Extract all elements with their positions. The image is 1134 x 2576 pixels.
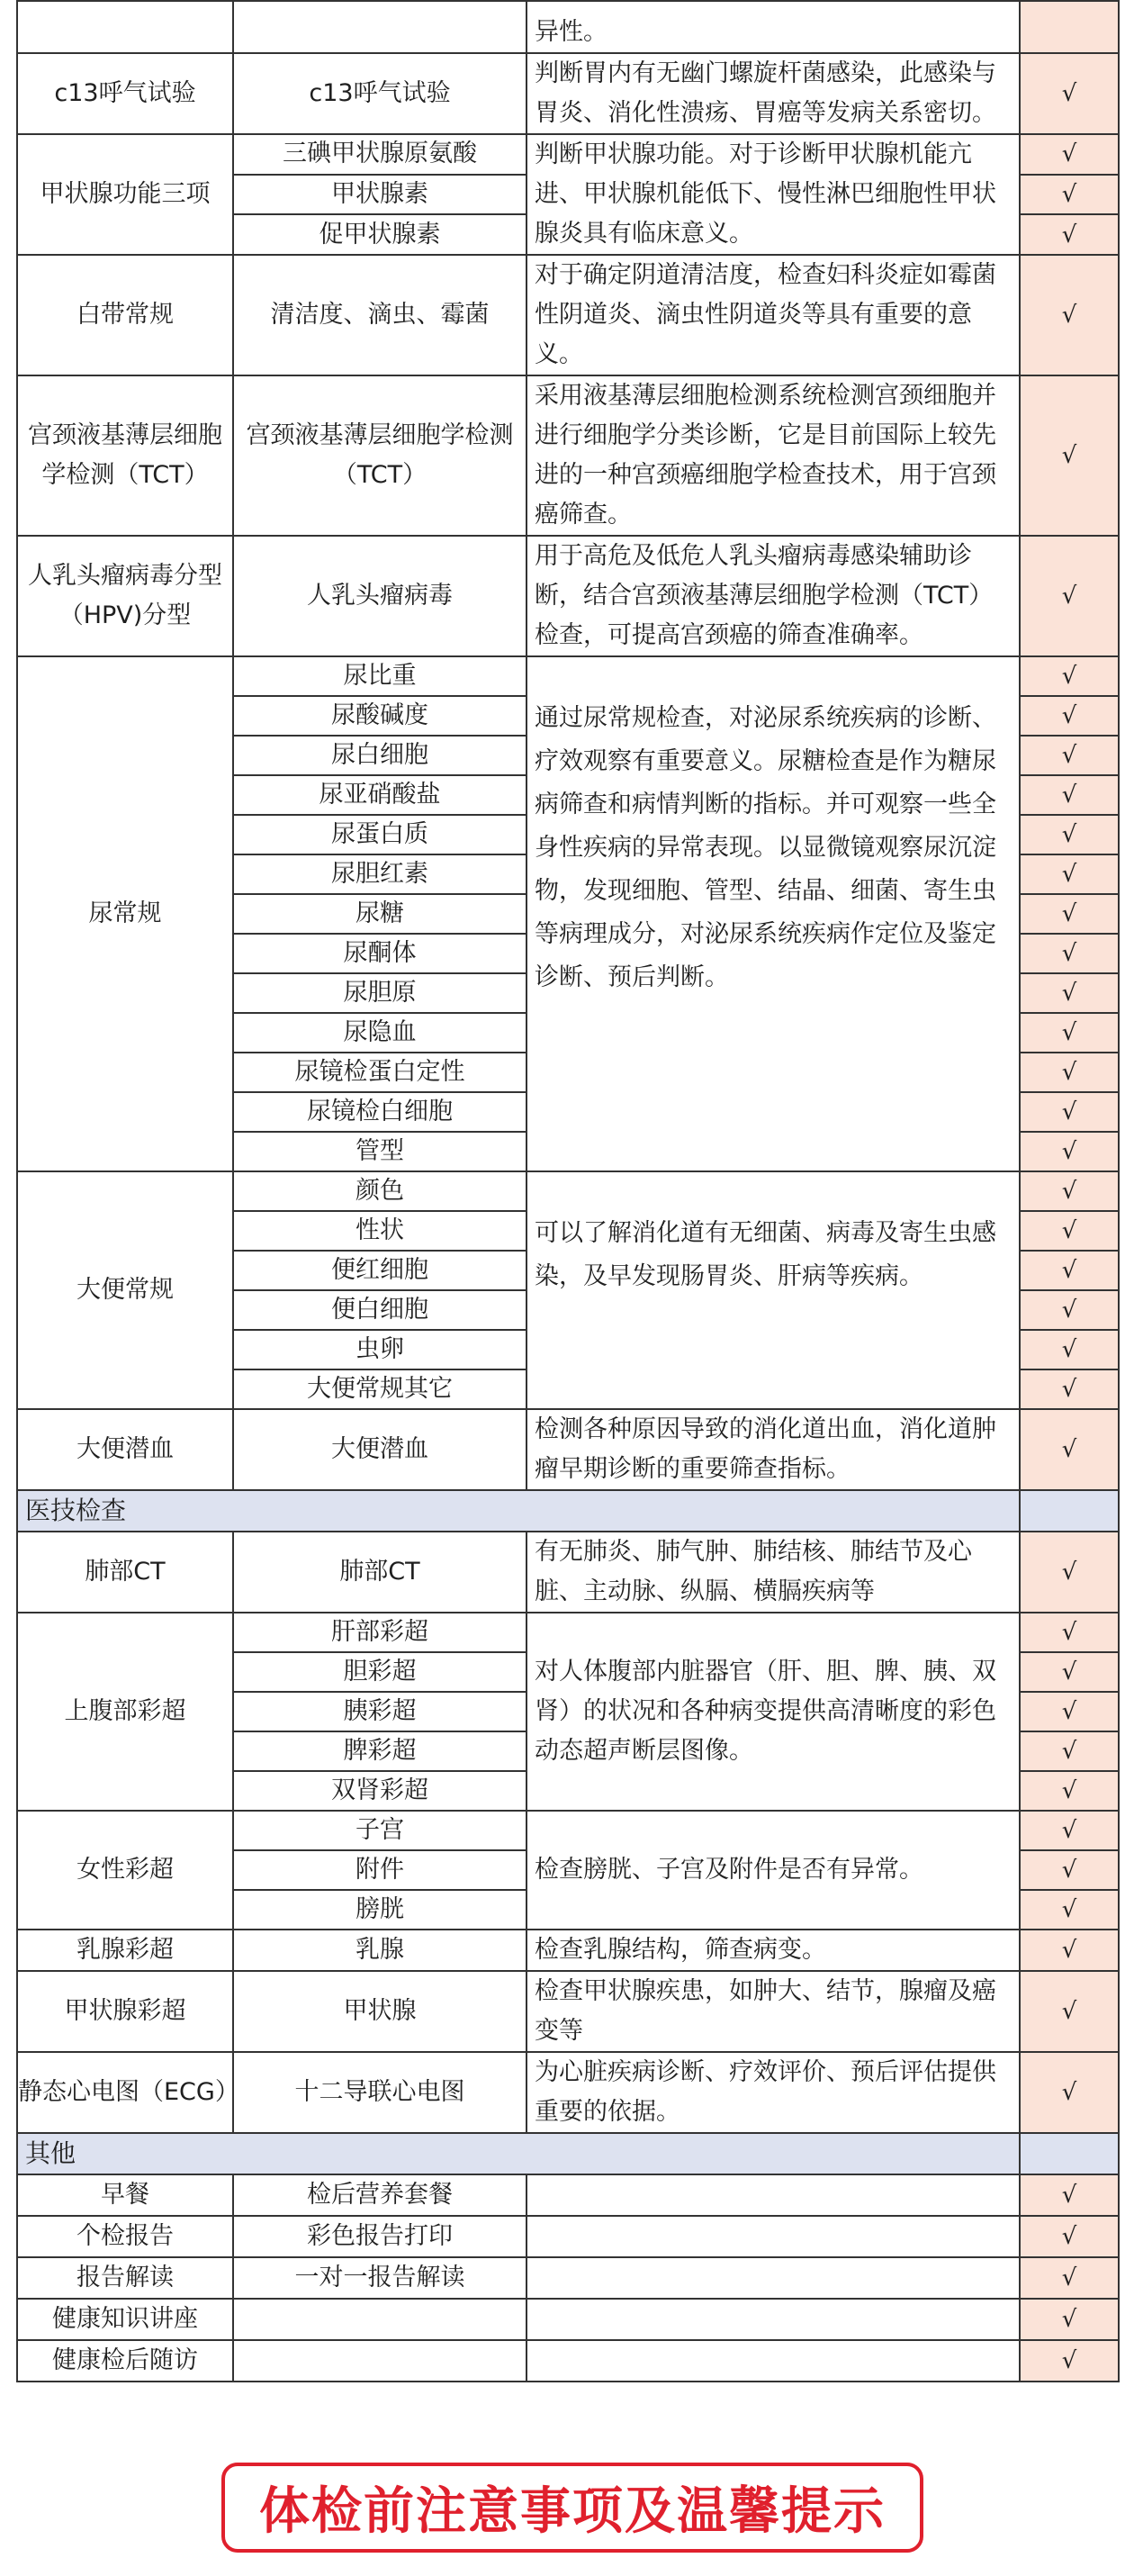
included-check: √ (1020, 1290, 1119, 1330)
item-subitem: 尿隐血 (233, 1013, 526, 1053)
item-subitem: 膀胱 (233, 1890, 526, 1930)
notice-title: 体检前注意事项及温馨提示 (259, 2482, 886, 2541)
partial-description-cell (526, 1, 1020, 53)
item-description: 检测各种原因导致的消化道出血，消化道肿瘤早期诊断的重要筛查指标。 (526, 1409, 1020, 1490)
table-row (17, 1532, 1119, 1613)
included-check: √ (1020, 1731, 1119, 1771)
included-check: √ (1020, 536, 1119, 656)
table-row (17, 53, 1119, 134)
item-subitem: 大便潜血 (233, 1409, 526, 1490)
table-row (17, 1409, 1119, 1490)
item-category: 宫颈液基薄层细胞学检测（TCT） (17, 375, 233, 536)
section-header-check-cell (1020, 1490, 1119, 1532)
table-row (17, 255, 1119, 375)
item-subitem (233, 2340, 526, 2382)
included-check: √ (1020, 736, 1119, 775)
checkup-table-container (16, 0, 1118, 2382)
included-check: √ (1020, 1930, 1119, 1971)
section-header: 其他 (17, 2133, 1020, 2174)
item-subitem: 十二导联心电图 (233, 2052, 526, 2133)
checkup-items-table (16, 0, 1120, 2382)
item-subitem: 清洁度、滴虫、霉菌 (233, 255, 526, 375)
item-category: 甲状腺彩超 (17, 1971, 233, 2052)
partial-subitem-cell (233, 1, 526, 53)
table-row (17, 2340, 1119, 2382)
item-subitem (233, 2299, 526, 2340)
item-category: 白带常规 (17, 255, 233, 375)
item-subitem: 尿镜检白细胞 (233, 1092, 526, 1132)
table-row (17, 1613, 1119, 1652)
included-check: √ (1020, 1613, 1119, 1652)
item-subitem: 便红细胞 (233, 1251, 526, 1290)
item-category: 个检报告 (17, 2216, 233, 2257)
included-check: √ (1020, 214, 1119, 255)
included-check: √ (1020, 2052, 1119, 2133)
item-description (526, 2340, 1020, 2382)
item-category: 肺部CT (17, 1532, 233, 1613)
item-subitem: 甲状腺 (233, 1971, 526, 2052)
item-category: 报告解读 (17, 2257, 233, 2299)
item-category: 上腹部彩超 (17, 1613, 233, 1811)
item-subitem: 尿镜检蛋白定性 (233, 1053, 526, 1092)
item-subitem: 大便常规其它 (233, 1369, 526, 1409)
included-check: √ (1020, 1409, 1119, 1490)
section-header: 医技检查 (17, 1490, 1020, 1532)
included-check: √ (1020, 175, 1119, 215)
item-subitem: 虫卵 (233, 1330, 526, 1369)
included-check: √ (1020, 854, 1119, 894)
included-check: √ (1020, 1013, 1119, 1053)
item-subitem: c13呼气试验 (233, 53, 526, 134)
table-row (17, 2216, 1119, 2257)
partial-top-row (17, 1, 1119, 53)
item-subitem: 尿比重 (233, 656, 526, 696)
item-description: 检查甲状腺疾患，如肿大、结节，腺瘤及癌变等 (526, 1971, 1020, 2052)
item-subitem: 颜色 (233, 1171, 526, 1211)
included-check: √ (1020, 1652, 1119, 1692)
included-check: √ (1020, 1850, 1119, 1890)
item-subitem: 管型 (233, 1132, 526, 1171)
included-check: √ (1020, 375, 1119, 536)
item-description: 用于高危及低危人乳头瘤病毒感染辅助诊断，结合宫颈液基薄层细胞学检测（TCT）检查，可提高宫颈癌的筛查准确率。 (526, 536, 1020, 656)
partial-description-text: 异性。 (535, 18, 608, 46)
item-subitem: 子宫 (233, 1811, 526, 1850)
item-subitem: 尿胆原 (233, 973, 526, 1013)
item-description: 对于确定阴道清洁度，检查妇科炎症如霉菌性阴道炎、滴虫性阴道炎等具有重要的意义。 (526, 255, 1020, 375)
item-subitem: 促甲状腺素 (233, 214, 526, 255)
included-check: √ (1020, 894, 1119, 934)
item-category: 甲状腺功能三项 (17, 134, 233, 255)
item-subitem: 甲状腺素 (233, 175, 526, 215)
item-subitem: 肝部彩超 (233, 1613, 526, 1652)
item-subitem: 便白细胞 (233, 1290, 526, 1330)
item-category: 健康检后随访 (17, 2340, 233, 2382)
item-subitem: 尿白细胞 (233, 736, 526, 775)
included-check: √ (1020, 53, 1119, 134)
table-row (17, 1811, 1119, 1850)
included-check: √ (1020, 134, 1119, 175)
table-row (17, 1171, 1119, 1211)
item-description: 对人体腹部内脏器官（肝、胆、脾、胰、双肾）的状况和各种病变提供高清晰度的彩色动态超声断层图像。 (526, 1613, 1020, 1811)
included-check: √ (1020, 1811, 1119, 1850)
item-category: 人乳头瘤病毒分型（HPV)分型 (17, 536, 233, 656)
item-description: 通过尿常规检查，对泌尿系统疾病的诊断、疗效观察有重要意义。尿糖检查是作为糖尿病筛查和病情判断的指标。并可观察一些全身性疾病的异常表现。以显微镜观察尿沉淀物，发现细胞、管型、结晶、细菌、寄生虫等病理成分，对泌尿系统疾病作定位及鉴定诊断、预后判断。 (526, 656, 1020, 1171)
partial-category-cell (17, 1, 233, 53)
item-description: 可以了解消化道有无细菌、病毒及寄生虫感染，及早发现肠胃炎、肝病等疾病。 (526, 1171, 1020, 1409)
included-check: √ (1020, 656, 1119, 696)
item-description: 有无肺炎、肺气肿、肺结核、肺结节及心脏、主动脉、纵膈、横膈疾病等 (526, 1532, 1020, 1613)
item-category: 尿常规 (17, 656, 233, 1171)
included-check: √ (1020, 1132, 1119, 1171)
table-row (17, 134, 1119, 175)
section-header-row (17, 1490, 1119, 1532)
item-subitem: 宫颈液基薄层细胞学检测（TCT） (233, 375, 526, 536)
item-subitem: 彩色报告打印 (233, 2216, 526, 2257)
included-check: √ (1020, 973, 1119, 1013)
item-description: 判断胃内有无幽门螺旋杆菌感染，此感染与胃炎、消化性溃疡、胃癌等发病关系密切。 (526, 53, 1020, 134)
included-check: √ (1020, 2174, 1119, 2216)
included-check: √ (1020, 775, 1119, 815)
item-category: 女性彩超 (17, 1811, 233, 1930)
item-category: 大便潜血 (17, 1409, 233, 1490)
table-row (17, 2257, 1119, 2299)
item-description (526, 2216, 1020, 2257)
included-check: √ (1020, 1053, 1119, 1092)
table-row (17, 375, 1119, 536)
item-subitem: 尿酸碱度 (233, 696, 526, 736)
item-subitem: 尿亚硝酸盐 (233, 775, 526, 815)
included-check: √ (1020, 2299, 1119, 2340)
included-check: √ (1020, 255, 1119, 375)
included-check: √ (1020, 1330, 1119, 1369)
item-subitem: 人乳头瘤病毒 (233, 536, 526, 656)
item-subitem: 胰彩超 (233, 1692, 526, 1731)
included-check: √ (1020, 1532, 1119, 1613)
partial-check-cell (1020, 1, 1119, 53)
item-subitem: 乳腺 (233, 1930, 526, 1971)
item-description: 检查膀胱、子宫及附件是否有异常。 (526, 1811, 1020, 1930)
item-subitem: 一对一报告解读 (233, 2257, 526, 2299)
included-check: √ (1020, 1092, 1119, 1132)
item-description: 判断甲状腺功能。对于诊断甲状腺机能亢进、甲状腺机能低下、慢性淋巴细胞性甲状腺炎具有临床意义。 (526, 134, 1020, 255)
item-category: 大便常规 (17, 1171, 233, 1409)
section-header-check-cell (1020, 2133, 1119, 2174)
included-check: √ (1020, 2257, 1119, 2299)
item-description: 为心脏疾病诊断、疗效评价、预后评估提供重要的依据。 (526, 2052, 1020, 2133)
item-description (526, 2257, 1020, 2299)
item-subitem: 胆彩超 (233, 1652, 526, 1692)
item-description: 采用液基薄层细胞检测系统检测宫颈细胞并进行细胞学分类诊断，它是目前国际上较先进的一种宫颈癌细胞学检查技术，用于宫颈癌筛查。 (526, 375, 1020, 536)
table-row (17, 2299, 1119, 2340)
included-check: √ (1020, 2216, 1119, 2257)
included-check: √ (1020, 696, 1119, 736)
table-row (17, 1930, 1119, 1971)
item-subitem: 性状 (233, 1211, 526, 1251)
included-check: √ (1020, 1171, 1119, 1211)
item-description (526, 2174, 1020, 2216)
item-category: c13呼气试验 (17, 53, 233, 134)
table-row (17, 1971, 1119, 2052)
item-subitem: 尿糖 (233, 894, 526, 934)
table-row (17, 536, 1119, 656)
item-category: 早餐 (17, 2174, 233, 2216)
item-subitem: 尿酮体 (233, 934, 526, 973)
section-header-row (17, 2133, 1119, 2174)
item-subitem: 附件 (233, 1850, 526, 1890)
table-row (17, 656, 1119, 696)
included-check: √ (1020, 1211, 1119, 1251)
item-subitem: 尿胆红素 (233, 854, 526, 894)
included-check: √ (1020, 1971, 1119, 2052)
table-row (17, 2174, 1119, 2216)
included-check: √ (1020, 1890, 1119, 1930)
included-check: √ (1020, 1369, 1119, 1409)
included-check: √ (1020, 1771, 1119, 1811)
item-subitem: 检后营养套餐 (233, 2174, 526, 2216)
item-category: 健康知识讲座 (17, 2299, 233, 2340)
item-category: 静态心电图（ECG） (17, 2052, 233, 2133)
item-subitem: 三碘甲状腺原氨酸 (233, 134, 526, 175)
notice-banner (221, 2463, 923, 2553)
item-subitem: 尿蛋白质 (233, 815, 526, 854)
item-subitem: 肺部CT (233, 1532, 526, 1613)
included-check: √ (1020, 1251, 1119, 1290)
item-category: 乳腺彩超 (17, 1930, 233, 1971)
item-description (526, 2299, 1020, 2340)
item-subitem: 双肾彩超 (233, 1771, 526, 1811)
included-check: √ (1020, 934, 1119, 973)
included-check: √ (1020, 815, 1119, 854)
item-description: 检查乳腺结构，筛查病变。 (526, 1930, 1020, 1971)
table-row (17, 2052, 1119, 2133)
included-check: √ (1020, 1692, 1119, 1731)
included-check: √ (1020, 2340, 1119, 2382)
item-subitem: 脾彩超 (233, 1731, 526, 1771)
